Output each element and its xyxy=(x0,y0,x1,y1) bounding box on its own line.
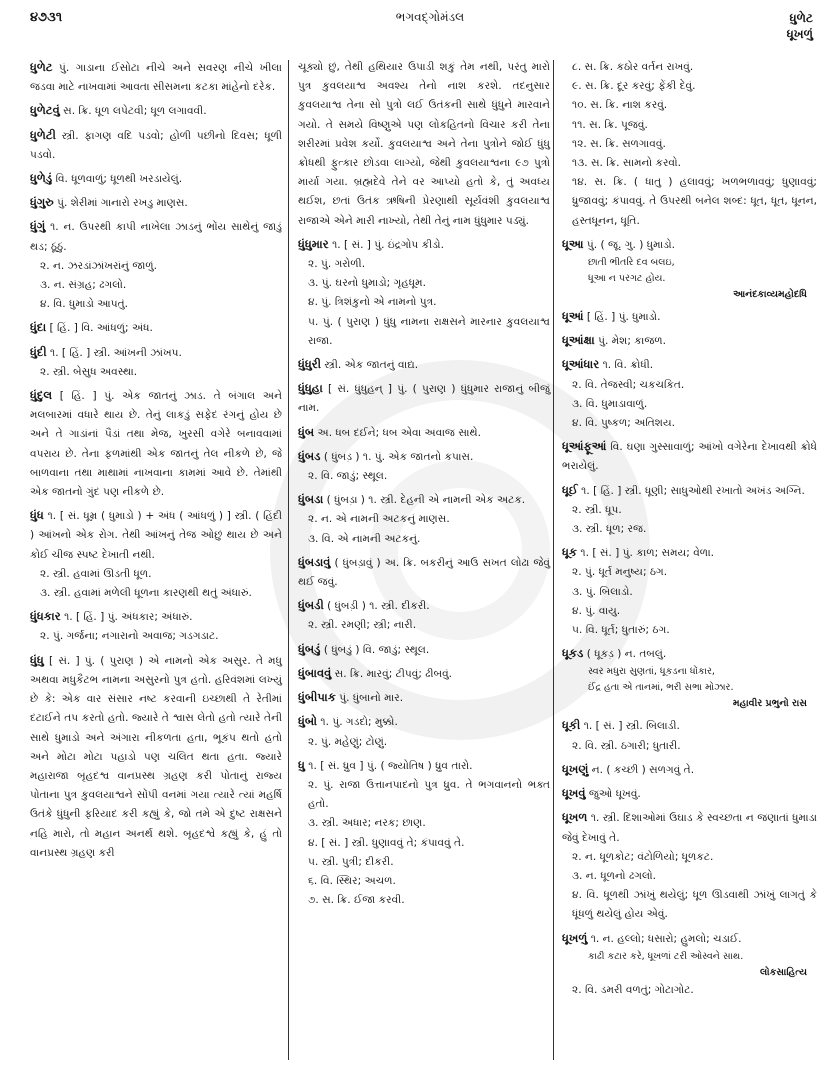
definition: ૧. વિ. ક્રોધી. xyxy=(602,359,654,372)
quotation-line: સ્વર મધુરા સુણતાં, ધૂકડના ધોંકાર, xyxy=(588,666,715,678)
sense: ૮. સ. ક્રિ. કઠોર વર્તન રાખવું. xyxy=(572,61,694,73)
definition: પું. ( જૂ. ગુ. ) ધુમાડો. xyxy=(586,238,676,251)
sense: ૫. વિ. ધૂર્ત; ધુતારું; ઠગ. xyxy=(572,624,670,637)
definition: [ સં. ધુંધુહન્ ] પું. ( પુરાણ ) ધુંધુમાર રાજાનું બીજું નામ. xyxy=(298,383,550,415)
sense: ૩. સ્ત્રી. હવામાં મળેલી ધૂળના કારણથી થતું અંધારું. xyxy=(40,587,252,600)
definition: ૧. [ હિં. ] સ્ત્રી. ધૂણી; સાધુઓથી રખાતો અખંડ અગ્નિ. xyxy=(581,484,805,497)
sense: ૨. પું. ગર્જના; નગારાનો અવાજ; ગડગડાટ. xyxy=(40,630,219,643)
definition: ૧. [ સં. ] પું. ઇંદ્રગોપ કીડો. xyxy=(332,238,444,251)
dictionary-entry xyxy=(298,58,550,231)
sense: ૫. પું. ( પુરાણ ) ધુંધુ નામના રાક્ષસને મારનાર કુવલયાશ્વ રાજા. xyxy=(308,315,550,347)
quotation-line: કાઢી કટાર કરે, ધૂખળાં ટરી ઓસ્વને સાથ. xyxy=(588,950,744,962)
quotation-line: ધૂઆ ન પરગટ હોય. xyxy=(588,273,666,285)
dictionary-entry xyxy=(30,101,282,121)
headword: ધુંબડું xyxy=(298,641,321,656)
sense: ૨. પું. ધૂર્ત મનુષ્ય; ઠગ. xyxy=(572,566,668,579)
headword: ધુંદા xyxy=(30,320,47,335)
book-title: ભગવદ્ગોમંડલ xyxy=(395,10,465,24)
sense: ૧૪. સ. ક્રિ. ( ધાતુ ) હલાવવું; ખળભળાવવું; ધુણાવવું; ધ્રુજાવવું; કંપાવવું. તે ઉપરથી બનેલ શબ્દ: ધૂત, ધૂત, ધૂનન, હસ્તધૂનન, ધૂતિ. xyxy=(572,176,817,227)
definition: વિ. ઘણા ગુસ્સાવાળું; આંખો વગેરેના દેખાવથી ક્રોધે ભરાયેલું. xyxy=(562,441,817,473)
dictionary-entry xyxy=(298,447,550,486)
column-3 xyxy=(562,58,817,1004)
sense: ૬. વિ. સ્થિર; અચળ. xyxy=(308,874,396,887)
dictionary-entry xyxy=(30,386,282,502)
sense: ૩. ન. ધૂળનો ઢગલો. xyxy=(572,869,656,882)
headword: ધુળેટી xyxy=(30,127,56,142)
guide-word-first: ધુળેટ xyxy=(789,11,813,25)
sense: ૭. સ. ક્રિ. ઈજા કરવી. xyxy=(308,894,405,907)
dictionary-entry xyxy=(30,217,282,314)
quotation-source: આનંદકાવ્યમહોદધિ xyxy=(733,289,807,301)
sense: ૪. વિ. પુષ્કળ; અતિશય. xyxy=(572,417,675,430)
dictionary-entry xyxy=(30,607,282,646)
headword: ધૂકી xyxy=(562,718,581,733)
headword: ધુંગુરુ xyxy=(30,195,54,210)
definition: અ. ધબ દઈને; ધબ એવા અવાજ સાથે. xyxy=(317,426,481,439)
sense: ૩. પું. ઘરનો ધુમાડો; ગૃહધૂમ. xyxy=(308,277,427,290)
sense: ૨. વિ. સ્ત્રી. ઠગારી; ધુતારી. xyxy=(572,739,681,752)
headword: ધુળેટ xyxy=(30,60,53,74)
dictionary-entry xyxy=(298,379,550,418)
headword: ધૂખળું xyxy=(562,930,588,945)
quotation-line: ઈંદ્ર હતા એ તાનમાં, ભરી સભા મોઝાર. xyxy=(588,682,734,694)
sense: ૧૩. સ. ક્રિ. સામનો કરવો. xyxy=(572,157,682,170)
definition: ( ધુંબડ઼ું ) વિ. જાડું; સ્થૂલ. xyxy=(323,643,430,656)
definition: ૧. પું. ગડદો; મુક્કો. xyxy=(320,716,398,729)
headword: ધુંબડી xyxy=(298,598,324,613)
dictionary-entry xyxy=(562,331,817,351)
page-number: ૪૭૩૧ xyxy=(30,10,63,25)
definition: સ. ક્રિ. મારવું; ટીપવું; ઢીબવું. xyxy=(334,667,453,680)
sense: ૨. ન. ઝરડાંઝાંખરાંનું જાળું. xyxy=(40,259,158,272)
headword: ધુળેડું xyxy=(30,171,53,186)
quotation-source: મહાવીર પ્રભુનો રાસ xyxy=(732,698,807,710)
sense: ૧૨. સ. ક્રિ. સળગાવવું. xyxy=(572,137,666,150)
dictionary-entry xyxy=(562,307,817,327)
sense: ૨. વિ. જાડું; સ્થૂલ. xyxy=(308,470,388,483)
headword: ધૂખવું xyxy=(562,786,586,801)
definition: ૧. [ સં. ] પું. કાળ; સમય; વેળા. xyxy=(580,547,715,560)
definition: ૧. [ સં. ધૂમ્ર ( ધુમાડો ) + અંધ ( આંધળું ) ] સ્ત્રી. ( હિંદી ) આંખનો એક રોગ. તેથી આંખનું તેજ ઓછું થાય છે અને કોઈ ચીજ સ્પષ્ટ દેખાતી નથી. xyxy=(30,510,282,561)
dictionary-entry xyxy=(562,808,817,924)
definition: વિ. ધૂળવાળું; ધૂળથી ખરડાયેલું. xyxy=(55,173,183,186)
dictionary-entry xyxy=(298,553,550,592)
dictionary-entry xyxy=(298,355,550,375)
definition: [ હિં. ] પું. ધુમાડો. xyxy=(586,311,661,324)
headword: ધૂખણું xyxy=(562,761,589,776)
dictionary-entry xyxy=(30,169,282,189)
definition: પું. મેશ; કાજળ. xyxy=(598,335,666,348)
dictionary-entry xyxy=(298,235,550,351)
dictionary-entry xyxy=(562,235,817,303)
column-2 xyxy=(298,58,550,914)
sense: ૯. સ. ક્રિ. દૂર કરવું; ફેંકી દેવું. xyxy=(572,80,696,93)
headword: ધુળેટવું xyxy=(30,103,60,118)
definition: સ. ક્રિ. ધૂળ લપેટવી; ધૂળ લગાવવી. xyxy=(63,105,207,118)
dictionary-entry xyxy=(562,644,817,712)
dictionary-entry xyxy=(298,423,550,443)
dictionary-entry xyxy=(30,193,282,213)
definition: સ્ત્રી. ફાગણ વદિ પડવો; હોળી પછીનો દિવસ; ધૂળી પડવો. xyxy=(30,129,282,161)
column-1 xyxy=(30,58,282,867)
sense: ૩. ન. સંગ્રહ; ઢગલો. xyxy=(40,279,127,292)
headword: ધૂઆ xyxy=(562,236,584,251)
definition: પું. ધુંબાનો માર. xyxy=(339,692,404,705)
headword: ધૂકડ xyxy=(562,646,584,661)
headword: ધૂઆં xyxy=(562,309,584,324)
headword: ધુંધુરી xyxy=(298,357,322,372)
sense: ૨. સ્ત્રી. રમણી; સ્ત્રી; નારી. xyxy=(308,619,417,632)
definition: ૧. ન. ઉપરથી કાપી નાખેલા ઝાડનું ભોંય સાથેનું જાડું થડ; ઠૂંઠું. xyxy=(30,221,282,253)
dictionary-entry xyxy=(562,355,817,433)
headword: ધુંબડાવું xyxy=(298,554,331,569)
sense: ૧૦. સ. ક્રિ. નાશ કરવું. xyxy=(572,99,668,112)
sense: ૪. વિ. ધૂળથી ઝાંખું થયેલું; ધૂળ ઊડવાથી ઝાંખું લાગતું કે ધૂંધળું થયેલું હોય એવું. xyxy=(572,889,817,921)
headword: ધૂઈ xyxy=(562,482,578,497)
dictionary-entry xyxy=(562,716,817,755)
definition: ( ધૂકડ઼ ) ન. તબલું. xyxy=(586,648,667,661)
definition: ૧. સ્ત્રી. દિશાઓમાં ઉઘાડ કે સ્વચ્છતા ન જણાતાં ધુમાડા જેવું દેખાવું તે. xyxy=(562,812,817,844)
column-divider xyxy=(288,60,289,1060)
headword: ધૂઆંધાર xyxy=(562,357,600,372)
headword: ધુંદી xyxy=(30,344,47,359)
definition: ન. ( કચ્છી ) સળગવું તે. xyxy=(591,763,695,776)
definition: ( ધુંબડ઼ ) ૧. પું. એક જાતનો કપાસ. xyxy=(323,450,474,463)
dictionary-entry xyxy=(298,596,550,635)
definition: સ્ત્રી. એક જાતનું વાદ્ય. xyxy=(324,359,419,372)
definition: ૧. [ સં. ] સ્ત્રી. બિલાડી. xyxy=(583,720,680,733)
definition: ( ધુંબડ઼ા ) ૧. સ્ત્રી. દેહની એ નામની એક અટક. xyxy=(326,494,526,507)
sense: ૨. ન. એ નામની અટકનું માણસ. xyxy=(308,513,450,526)
definition: ( ધુંબડ઼ી ) ૧. સ્ત્રી. દીકરી. xyxy=(327,600,430,613)
definition: ચૂક્યો છું, તેથી હથિયાર ઉપાડી શકું તેમ નથી, પરંતુ મારો પુત્ર કુવલયાશ્વ અવશ્ય તેનો નાશ કરશે. તદનુસાર કુવલયાશ્વ તેના સો પુત્રો લઈ ઉતંકની સાથે ધુંધુને મારવાને ગયો. તે સમયે વિષ્ણુએ પણ લોકહિતનો વિચાર કરી તેના શરીરમાં પ્રવેશ કર્યો. કુવલયાશ્વ અને તેના પુત્રોને જોઈ ધુંધુ ક્રોધથી ફુત્કાર છોડવા લાગ્યો, જેથી કુવલયાશ્વના ૯૭ પુત્રો માર્યા ગયા. બ્રહ્મદેવે તેને વર આપ્યો હતો કે, તું અવધ્ય થઈશ, છતાં ઉતંક ઋષિની પ્રેરણાથી સૂર્યવંશી કુવલયાશ્વ રાજાએ એને મારી નાખ્યો, તેથી તેનું નામ ધુંધુમાર પડ્યું. xyxy=(298,61,550,227)
headword: ધુંધુ xyxy=(30,652,44,667)
definition: જુઓ ધૂખવું. xyxy=(588,788,641,801)
definition: [ હિં. ] વિ. આંધળું; અંધ. xyxy=(49,322,153,335)
sense: ૪. પું. વાયુ. xyxy=(572,604,621,617)
sense: ૧૧. સ. ક્રિ. પૂજવું. xyxy=(572,118,648,131)
dictionary-entry xyxy=(562,58,817,231)
column-divider xyxy=(553,60,554,1060)
dictionary-entry xyxy=(30,58,282,97)
headword: ધુંગું xyxy=(30,219,46,234)
headword: ધુંબાવવું xyxy=(298,665,332,680)
definition: ૧. ન. હલ્લો; ધસારો; હુમલો; ચડાઈ. xyxy=(590,932,742,945)
dictionary-entry xyxy=(562,784,817,804)
dictionary-columns xyxy=(0,58,825,1058)
dictionary-entry xyxy=(30,506,282,603)
definition: પું. શેરીમાં ગાનારો રખડુ માણસ. xyxy=(57,197,188,210)
dictionary-entry xyxy=(30,318,282,338)
headword: ધૂઆંક્ષા xyxy=(562,333,595,348)
headword: ધુ xyxy=(298,757,305,772)
sense: ૩. વિ. એ નામની અટકનું. xyxy=(308,532,421,545)
definition: [ સં. ] પું. ( પુરાણ ) એ નામનો એક અસુર. તે મધુ અથવા મધુકૈટભ નામના અસુરનો પુત્ર હતો. હરિવંશમાં લખ્યું છે કે: એક વાર સંસાર નષ્ટ કરવાની ઇચ્છાથી તે રેતીમાં દટાઈને તપ કરતો હતો. જ્યારે તે શ્વાસ લેતો હતો ત્યારે તેની સાથે ધુમાડો અને અંગારા નીકળતા હતા, ભૂકંપ થતો હતો અને મોટા મોટા પહાડો પણ ચલિત થતા હતા. જ્યારે મહારાજા બૃહદશ્વ વાનપ્રસ્થ ગ્રહણ કરી પોતાનું રાજ્ય પોતાના પુત્ર કુવલયાશ્વને સોંપી વનમાં ગયા ત્યારે ત્યાં મહર્ષિ ઉતંકે ધુંધુની ફરિયાદ કરી કહ્યું કે, જો તમે એ દુષ્ટ રાક્ષસને નહિ મારો, તો મહાન અનર્થ થશે. બૃહદશ્વે કહ્યું કે, હું તો વાનપ્રસ્થ ગ્રહણ કરી xyxy=(30,654,282,859)
dictionary-entry xyxy=(562,437,817,476)
sense: ૨. સ્ત્રી. બેસુધ અવસ્થા. xyxy=(40,365,138,378)
sense: ૨. ન. ધૂળકોટ; વંટોળિયો; ધૂળકટ. xyxy=(572,850,714,863)
sense: ૩. પું. બિલાડો. xyxy=(572,585,633,598)
dictionary-entry xyxy=(298,640,550,660)
dictionary-entry xyxy=(298,688,550,708)
quotation-source: લોકસાહિત્ય xyxy=(760,966,807,978)
headword: ધુંધ xyxy=(30,508,44,523)
sense: ૨. વિ. તેજસ્વી; ચકચકિત. xyxy=(572,378,685,391)
dictionary-entry xyxy=(562,481,817,540)
sense: ૨. પું. ગરોળી. xyxy=(308,258,366,271)
sense: ૪. વિ. ધુમાડો આપતું. xyxy=(40,298,129,311)
headword: ધુંધકાર xyxy=(30,609,61,624)
headword: ધુંબીપાક xyxy=(298,690,336,705)
sense: ૪. [ સં. ] સ્ત્રી. ધુણાવવું તે; કંપાવવું તે. xyxy=(308,836,465,849)
definition: ૧. [ હિં. ] સ્ત્રી. આંખની ઝાંખપ. xyxy=(50,346,182,359)
quotation-line: છાતી ભીતરિ દવ બલઇ, xyxy=(588,257,675,269)
dictionary-entry xyxy=(562,760,817,780)
definition: ( ધુંબડ઼ાવું ) અ. ક્રિ. બકરીનું આઉ સખત લોઢા જેવું થઈ જવું. xyxy=(298,556,550,589)
dictionary-entry xyxy=(30,126,282,165)
headword: ધુંબડ xyxy=(298,448,321,463)
headword: ધૂખળ xyxy=(562,810,588,825)
definition: ૧. [ હિં. ] પું. અંધકાર; અંધારું. xyxy=(64,611,193,624)
headword: ધુંબો xyxy=(298,714,318,729)
headword: ધૂક xyxy=(562,545,578,560)
sense: ૨. પું. રાજા ઉત્તાનપાદનો પુત્ર ધ્રુવ. તે ભગવાનનો ભક્ત હતો. xyxy=(308,778,550,811)
dictionary-entry xyxy=(298,490,550,549)
definition: [ હિં. ] પું. એક જાતનું ઝાડ. તે બંગાલ અને મલબારમાં વધારે થાય છે. તેનું લાકડું સફેદ રંગનું હોય છે અને તે ગાડાંનાં પૈડાં તથા મેજ, ખુરસી વગેરે બનાવવામાં વપરાય છે. તેના ફળમાંથી એક જાતનું તેલ નીકળે છે, જે બાળવાના તથા માથામાં નાખવાના કામમાં આવે છે. તેમાંથી એક જાતનો ગુંદ પણ નીકળે છે. xyxy=(30,390,282,499)
dictionary-entry xyxy=(562,929,817,1000)
sense: ૨. વિ. ડમરી વળતું; ગોટાગોટ. xyxy=(572,983,694,996)
guide-words xyxy=(787,10,813,42)
sense: ૩. સ્ત્રી. અધાર; નરક; છાણ. xyxy=(308,817,426,830)
headword: ધૂઆંફૂઆં xyxy=(562,439,607,454)
sense: ૩. વિ. ધુમાડાવાળું. xyxy=(572,397,648,410)
dictionary-entry xyxy=(298,712,550,751)
dictionary-entry xyxy=(30,343,282,382)
sense: ૪. પું. ત્રિશંકુનો એ નામનો પુત્ર. xyxy=(308,296,437,309)
headword: ધુંદુલ xyxy=(30,388,53,403)
sense: ૨. પું. મહેણું; ટોણું. xyxy=(308,735,388,748)
definition: પું. ગાડાના ઈસોટા નીચે અને સવરણ નીચે ખીલા જડવા માટે નાખવામાં આવતા સીસમના કટકા માંહેનો દરેક. xyxy=(30,62,283,94)
dictionary-entry xyxy=(298,664,550,684)
guide-word-last: ધૂખળું xyxy=(786,27,813,41)
headword: ધુંબ xyxy=(298,424,315,439)
dictionary-entry xyxy=(562,543,817,640)
headword: ધુંધુમાર xyxy=(298,236,329,251)
definition: ૧. [ સં. ધ્રુવ ] પું. ( જ્યોતિષ ) ધ્રુવ તારો. xyxy=(308,759,473,772)
headword: ધુંબડા xyxy=(298,492,324,507)
headword: ધુંધુહા xyxy=(298,381,323,396)
dictionary-entry xyxy=(298,756,550,911)
dictionary-entry xyxy=(30,651,282,863)
sense: ૫. સ્ત્રી. પુત્રી; દીકરી. xyxy=(308,855,394,868)
sense: ૨. સ્ત્રી. હવામાં ઊડતી ધૂળ. xyxy=(40,567,152,580)
sense: ૩. સ્ત્રી. ધૂળ; રજ. xyxy=(572,523,647,536)
page-header xyxy=(0,0,825,58)
sense: ૨. સ્ત્રી. ધૂપ. xyxy=(572,503,622,516)
